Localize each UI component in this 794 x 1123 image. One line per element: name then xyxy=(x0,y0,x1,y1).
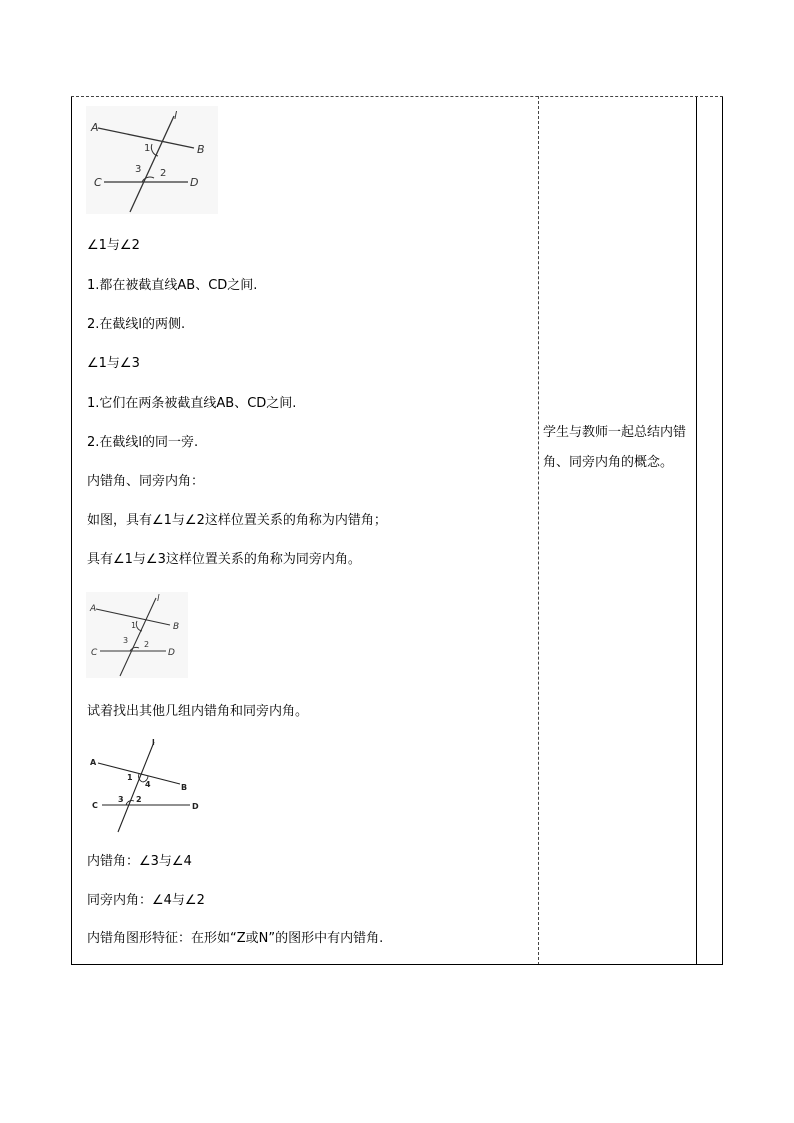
label-angle-1: 1 xyxy=(131,621,137,630)
label-angle-2: 2 xyxy=(136,795,142,804)
label-B: B xyxy=(181,783,188,792)
label-angle-2: 2 xyxy=(144,640,150,649)
label-angle-1: 1 xyxy=(144,143,151,154)
text-point-1: 1.都在被截直线AB、CD之间. xyxy=(87,278,258,293)
label-angle-4: 4 xyxy=(145,780,151,789)
label-C: C xyxy=(91,648,98,658)
label-C: C xyxy=(94,176,102,189)
figure-parallel-lines-1 xyxy=(86,106,218,214)
table-right-border xyxy=(722,96,723,965)
label-C: C xyxy=(92,801,98,810)
table-bottom-border xyxy=(71,964,723,965)
label-l: l xyxy=(152,738,155,747)
text-alternate-answer: 内错角：∠3与∠4 xyxy=(87,854,192,869)
text-shape-feature: 内错角图形特征：在形如“Z或N”的图形中有内错角. xyxy=(87,931,384,946)
text-heading-angles: 内错角、同旁内角： xyxy=(87,474,205,489)
label-B: B xyxy=(197,143,205,156)
column-divider-1 xyxy=(538,96,539,965)
figure-parallel-lines-3 xyxy=(86,734,212,834)
label-angle-2: 2 xyxy=(160,168,167,179)
teacher-activity-note: 学生与教师一起总结内错角、同旁内角的概念。 xyxy=(543,425,687,470)
label-A: A xyxy=(91,121,99,134)
label-B: B xyxy=(173,622,180,632)
text-same-side-answer: 同旁内角：∠4与∠2 xyxy=(87,893,205,908)
text-point-3: 1.它们在两条被截直线AB、CD之间. xyxy=(87,396,297,411)
figure-parallel-lines-2 xyxy=(86,592,188,678)
label-angle-3: 3 xyxy=(123,636,129,645)
text-angle1-angle2: ∠1与∠2 xyxy=(87,238,140,253)
table-top-border xyxy=(71,96,723,97)
column-divider-2 xyxy=(696,96,697,965)
label-D: D xyxy=(190,176,199,189)
text-definition-same-side: 具有∠1与∠3这样位置关系的角称为同旁内角。 xyxy=(87,552,361,567)
label-angle-1: 1 xyxy=(127,773,133,782)
text-point-4: 2.在截线l的同一旁. xyxy=(87,435,199,450)
label-A: A xyxy=(90,758,97,767)
text-exercise: 试着找出其他几组内错角和同旁内角。 xyxy=(87,704,309,719)
table-left-border xyxy=(71,96,72,965)
label-D: D xyxy=(192,802,199,811)
text-point-2: 2.在截线l的两侧. xyxy=(87,317,186,332)
label-D: D xyxy=(168,648,175,658)
label-A: A xyxy=(90,604,97,614)
text-definition-alternate: 如图，具有∠1与∠2这样位置关系的角称为内错角； xyxy=(87,513,387,528)
label-l: l xyxy=(157,594,160,604)
text-angle1-angle3: ∠1与∠3 xyxy=(87,356,140,371)
table-frame xyxy=(71,96,723,965)
label-angle-3: 3 xyxy=(135,164,142,175)
label-angle-3: 3 xyxy=(118,795,124,804)
label-l: l xyxy=(174,109,178,122)
